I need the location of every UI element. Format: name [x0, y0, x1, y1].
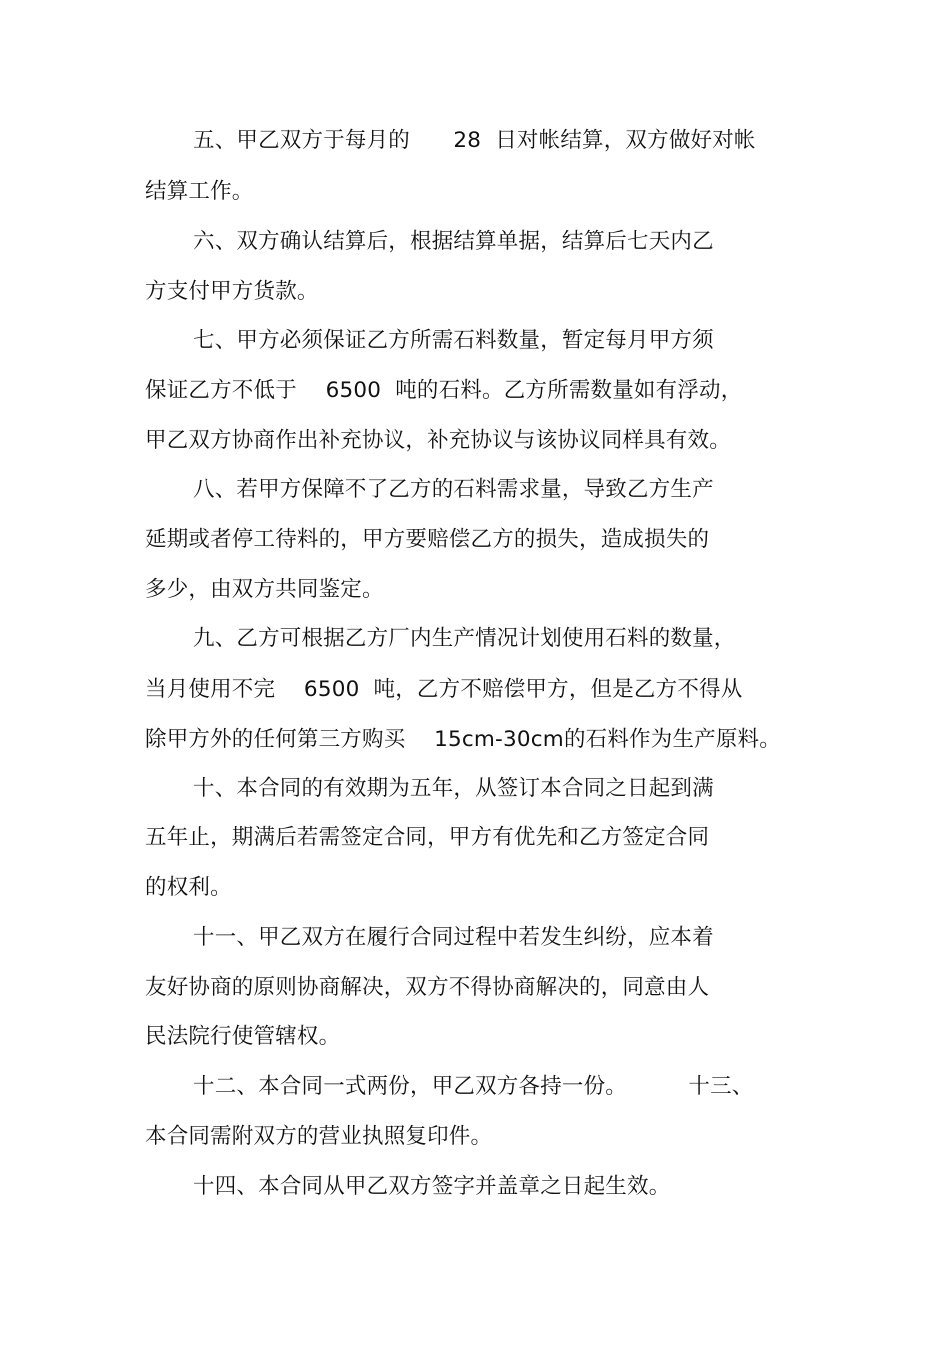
- text-line: 十四、本合同从甲乙双方签字并盖章之日起生效。: [193, 1174, 671, 1199]
- text-line: 七、甲方必须保证乙方所需石料数量，暂定每月甲方须: [193, 328, 714, 353]
- text-line: 五、甲乙双方于每月的 28 日对帐结算，双方做好对帐: [193, 128, 756, 153]
- text-line: 五年止，期满后若需签定合同，甲方有优先和乙方签定合同: [145, 825, 710, 850]
- text-line: 甲乙双方协商作出补充协议，补充协议与该协议同样具有效。: [145, 428, 731, 453]
- text-line: 六、双方确认结算后，根据结算单据，结算后七天内乙: [193, 229, 714, 254]
- text-line: 当月使用不完 6500 吨，乙方不赔偿甲方，但是乙方不得从: [145, 677, 743, 702]
- text-line: 除甲方外的任何第三方购买 15cm-30cm的石料作为生产原料。: [145, 727, 781, 752]
- text-line: 结算工作。: [145, 179, 254, 204]
- text-line: 十、本合同的有效期为五年，从签订本合同之日起到满: [193, 776, 714, 801]
- text-line: 延期或者停工待料的，甲方要赔偿乙方的损失，造成损失的: [145, 527, 710, 552]
- text-line: 方支付甲方货款。: [145, 279, 319, 304]
- text-line: 十二、本合同一式两份，甲乙双方各持一份。 十三、: [193, 1074, 754, 1099]
- text-line: 八、若甲方保障不了乙方的石料需求量，导致乙方生产: [193, 477, 714, 502]
- text-line: 十一、甲乙双方在履行合同过程中若发生纠纷，应本着: [193, 925, 714, 950]
- text-line: 本合同需附双方的营业执照复印件。: [145, 1124, 493, 1149]
- text-line: 保证乙方不低于 6500 吨的石料。乙方所需数量如有浮动，: [145, 378, 743, 403]
- text-line: 九、乙方可根据乙方厂内生产情况计划使用石料的数量，: [193, 626, 736, 651]
- text-line: 多少，由双方共同鉴定。: [145, 577, 384, 602]
- text-line: 的权利。: [145, 875, 232, 900]
- text-line: 民法院行使管辖权。: [145, 1024, 341, 1049]
- text-line: 友好协商的原则协商解决，双方不得协商解决的，同意由人: [145, 975, 710, 1000]
